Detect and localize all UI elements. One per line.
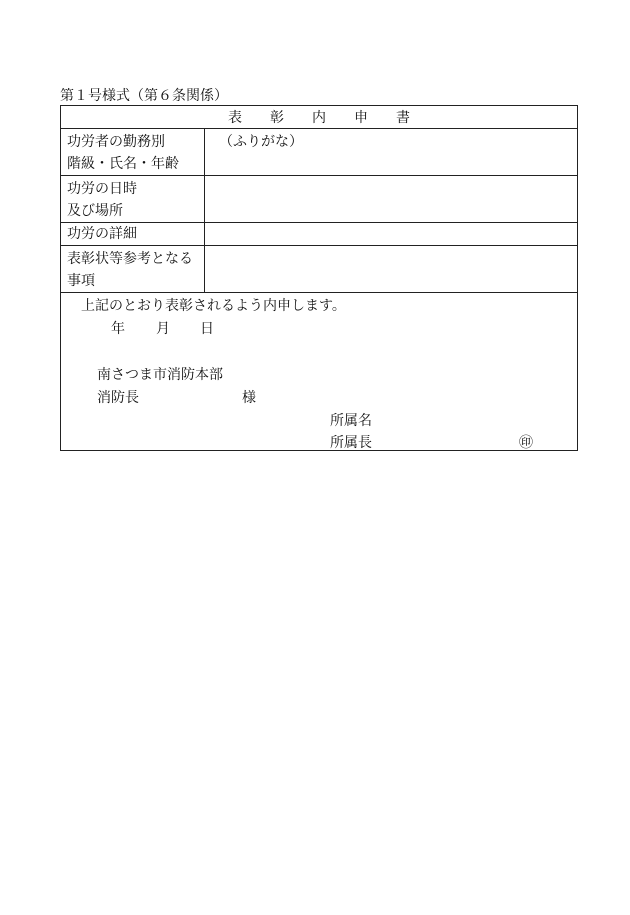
honorific: 様 bbox=[242, 390, 256, 406]
row-personnel bbox=[61, 129, 577, 176]
personnel-field[interactable]: （ふりがな） bbox=[219, 134, 303, 150]
label-line: 及び場所 bbox=[67, 203, 123, 219]
label-line: 階級・氏名・年齢 bbox=[67, 156, 179, 172]
label-line: 功労の詳細 bbox=[67, 226, 137, 242]
label-line: 功労者の勤務別 bbox=[67, 134, 165, 150]
seal-mark: ㊞ bbox=[519, 435, 533, 451]
row-label bbox=[61, 129, 205, 175]
title-char: 申 bbox=[354, 110, 368, 126]
date-month: 月 bbox=[156, 321, 170, 337]
affiliation-name-label: 所属名 bbox=[330, 413, 372, 429]
row-label bbox=[61, 246, 205, 292]
reference-field[interactable] bbox=[205, 246, 577, 292]
statement-text: 上記のとおり表彰されるよう内申します。 bbox=[81, 298, 346, 314]
title-char: 表 bbox=[228, 110, 242, 126]
recipient-title: 消防長 bbox=[97, 390, 139, 406]
form-title bbox=[61, 106, 577, 129]
label-line: 表彰状等参考となる bbox=[67, 251, 193, 267]
row-label bbox=[61, 176, 205, 222]
details-field[interactable] bbox=[205, 223, 577, 245]
date-year: 年 bbox=[111, 321, 125, 337]
row-date-place bbox=[61, 176, 577, 223]
declaration-section bbox=[61, 293, 577, 450]
commendation-form-table bbox=[60, 105, 578, 451]
date-day: 日 bbox=[200, 321, 214, 337]
row-label bbox=[61, 223, 205, 245]
title-char: 書 bbox=[396, 110, 410, 126]
form-number: 第１号様式（第６条関係） bbox=[60, 88, 228, 104]
recipient-org: 南さつま市消防本部 bbox=[97, 367, 223, 383]
affiliation-head-label: 所属長 bbox=[330, 435, 372, 451]
row-details bbox=[61, 223, 577, 246]
title-char: 彰 bbox=[270, 110, 284, 126]
label-line: 事項 bbox=[67, 273, 95, 289]
title-char: 内 bbox=[312, 110, 326, 126]
label-line: 功労の日時 bbox=[67, 181, 137, 197]
date-place-field[interactable] bbox=[205, 176, 577, 222]
row-reference bbox=[61, 246, 577, 293]
